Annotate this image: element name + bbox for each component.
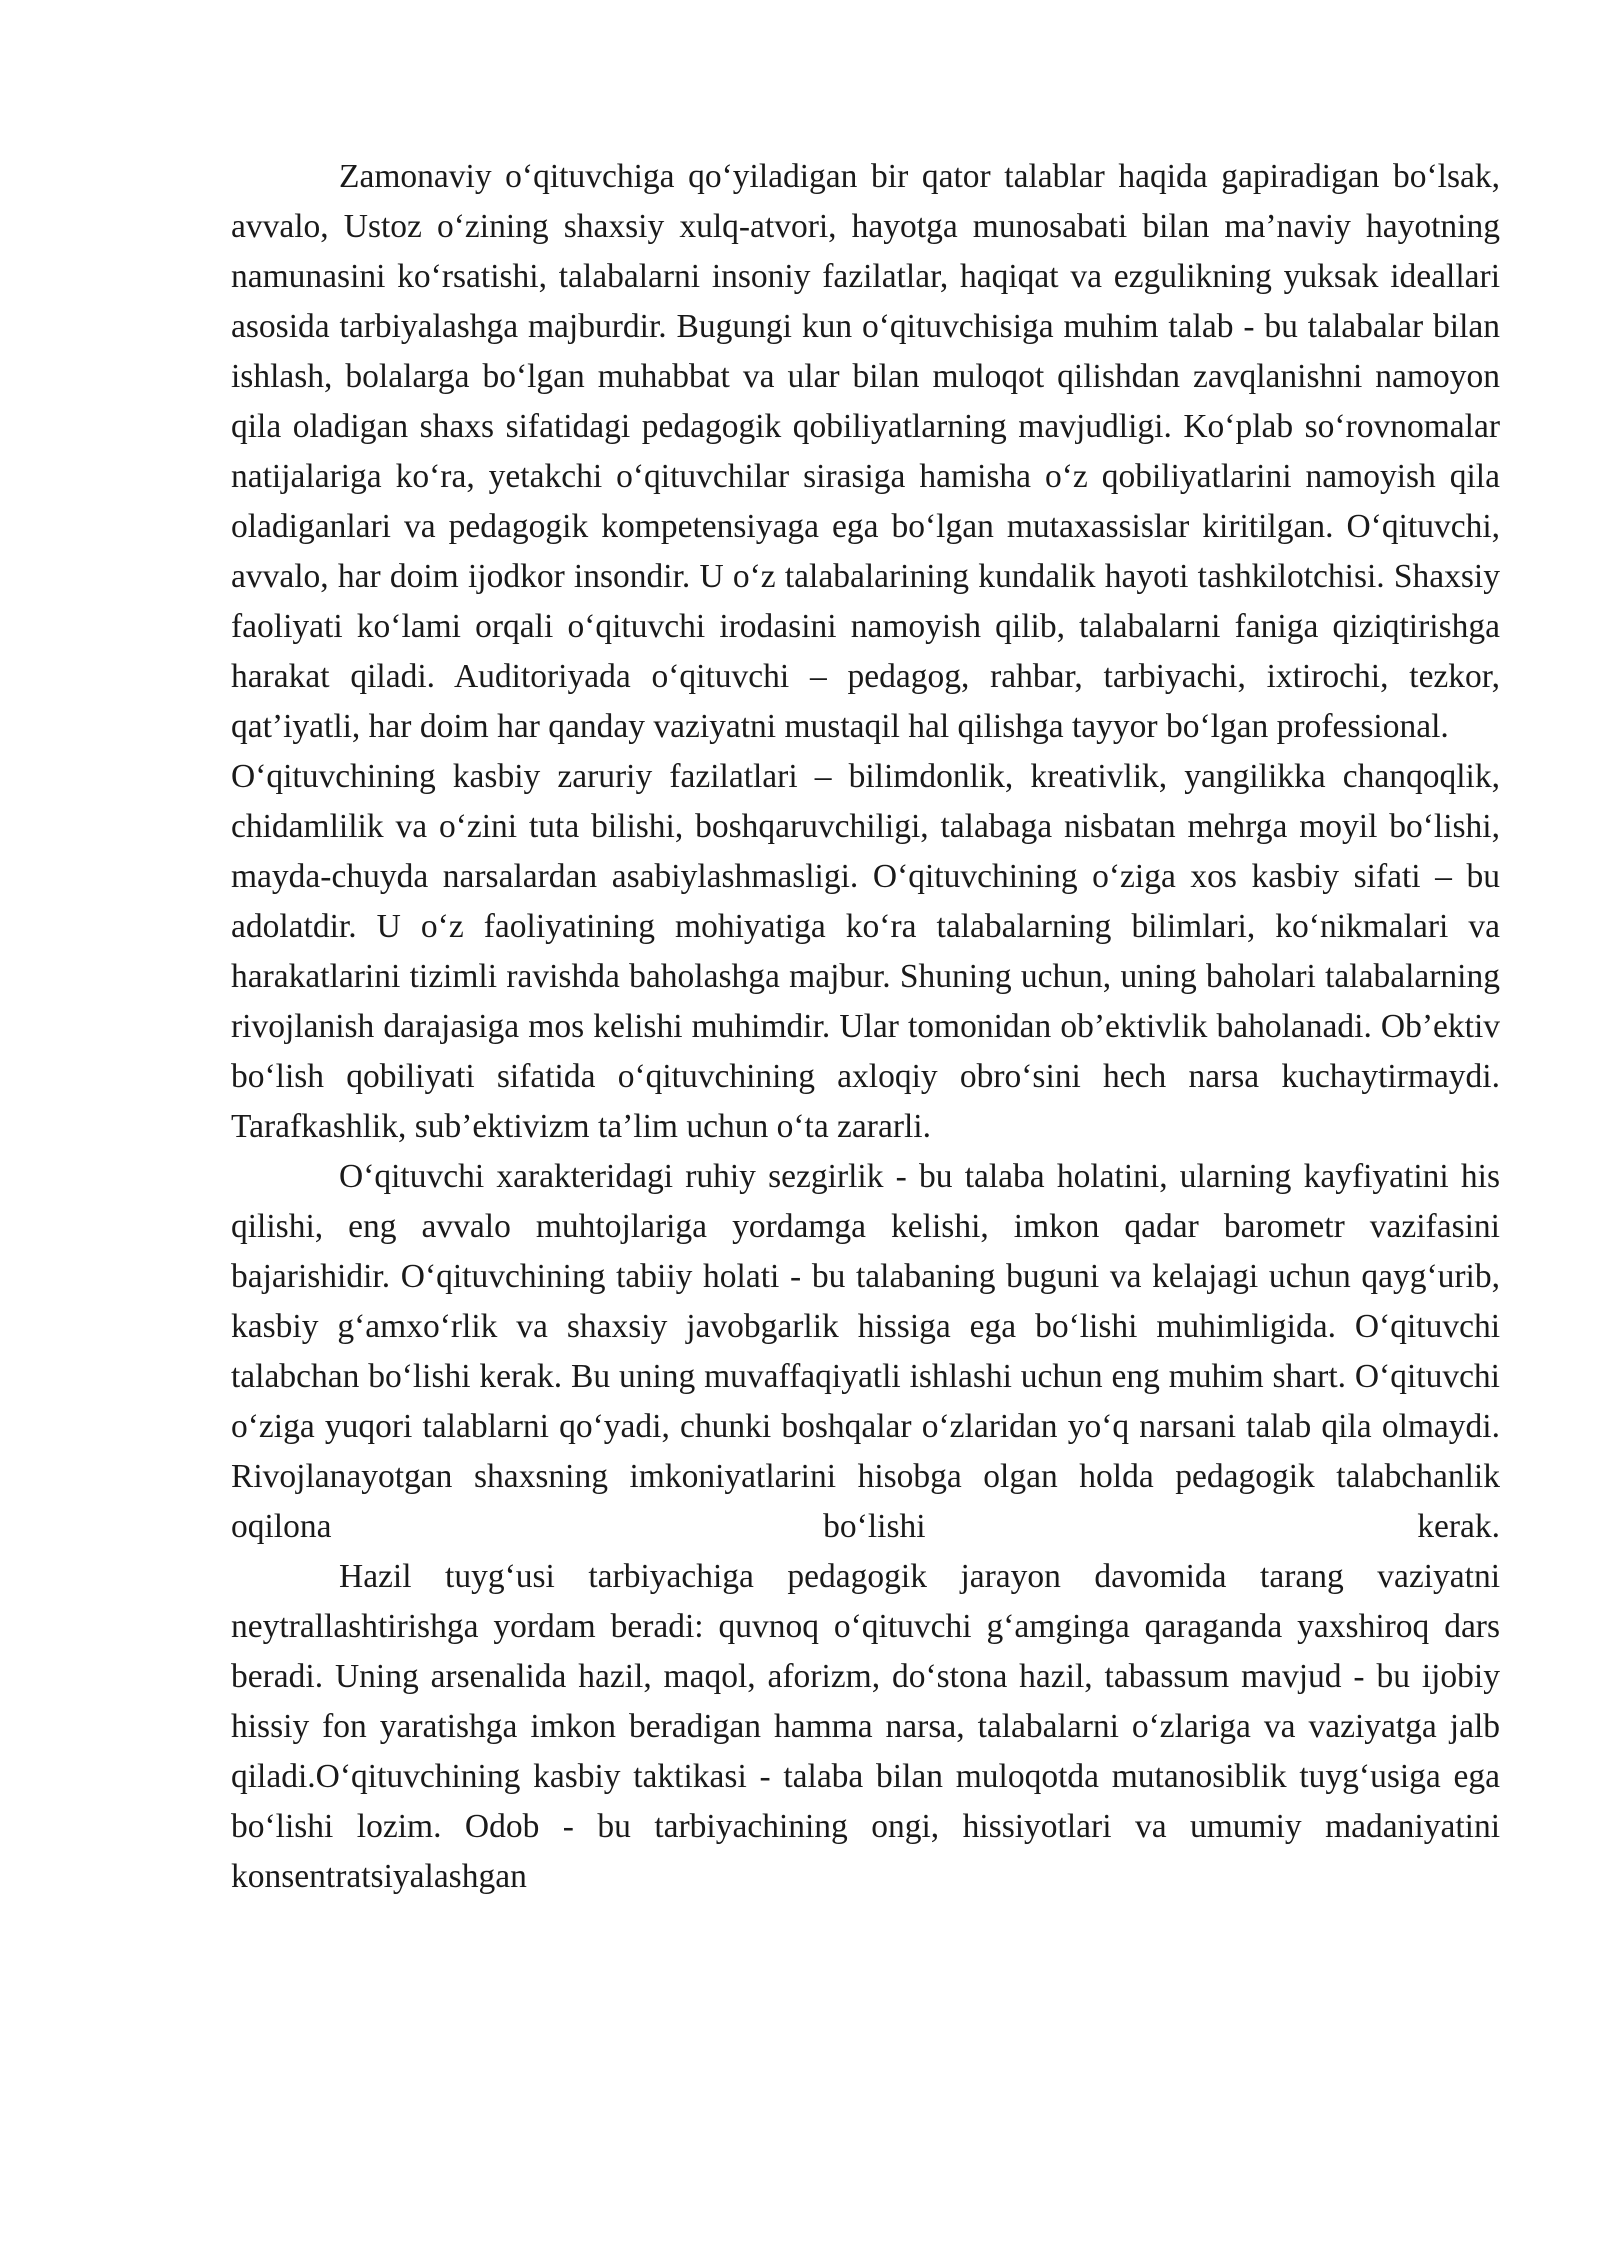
document-body <box>231 152 1500 1902</box>
paragraph-4: Hazil tuyg‘usi tarbiyachiga pedagogik jarayon davomida tarang vaziyatni neytrallashtirishga yordam beradi: quvnoq o‘qituvchi g‘amginga qaraganda yaxshiroq dars beradi. Uning arsenalida hazil, maqol, aforizm, do‘stona hazil, tabassum mavjud - bu ijobiy hissiy fon yaratishga imkon beradigan hamma narsa, talabalarni o‘zlariga va vaziyatga jalb qiladi.O‘qituvchining kasbiy taktikasi - talaba bilan muloqotda mutanosiblik tuyg‘usiga ega bo‘lishi lozim. Odob - bu tarbiyachining ongi, hissiyotlari va umumiy madaniyatini konsentratsiyalashgan <box>231 1558 1500 1895</box>
paragraph-3: O‘qituvchi xarakteridagi ruhiy sezgirlik - bu talaba holatini, ularning kayfiyatini his qilishi, eng avvalo muhtojlariga yordamga kelishi, imkon qadar barometr vazifasini bajarishidir. O‘qituvchining tabiiy holati - bu talabaning buguni va kelajagi uchun qayg‘urib, kasbiy g‘amxo‘rlik va shaxsiy javobgarlik hissiga ega bo‘lishi muhimligida. O‘qituvchi talabchan bo‘lishi kerak. Bu uning muvaffaqiyatli ishlashi uchun eng muhim shart. O‘qituvchi o‘ziga yuqori talablarni qo‘yadi, chunki boshqalar o‘zlaridan yo‘q narsani talab qila olmaydi. Rivojlanayotgan shaxsning imkoniyatlarini hisobga olgan holda pedagogik talabchanlik oqilona bo‘lishi kerak. <box>231 1158 1500 1545</box>
paragraph-2: O‘qituvchining kasbiy zaruriy fazilatlari – bilimdonlik, kreativlik, yangilikka chanqoqlik, chidamlilik va o‘zini tuta bilishi, boshqaruvchiligi, talabaga nisbatan mehrga moyil bo‘lishi, mayda-chuyda narsalardan asabiylashmasligi. O‘qituvchining o‘ziga xos kasbiy sifati – bu adolatdir. U o‘z faoliyatining mohiyatiga ko‘ra talabalarning bilimlari, ko‘nikmalari va harakatlarini tizimli ravishda baholashga majbur. Shuning uchun, uning baholari talabalarning rivojlanish darajasiga mos kelishi muhimdir. Ular tomonidan ob’ektivlik baholanadi. Ob’ektiv bo‘lish qobiliyati sifatida o‘qituvchining axloqiy obro‘sini hech narsa kuchaytirmaydi. Tarafkashlik, sub’ektivizm ta’lim uchun o‘ta zararli. <box>231 758 1500 1145</box>
paragraph-1: Zamonaviy o‘qituvchiga qo‘yiladigan bir qator talablar haqida gapiradigan bo‘lsak, avvalo, Ustoz o‘zining shaxsiy xulq-atvori, hayotga munosabati bilan ma’naviy hayotning namunasini ko‘rsatishi, talabalarni insoniy fazilatlar, haqiqat va ezgulikning yuksak ideallari asosida tarbiyalashga majburdir. Bugungi kun o‘qituvchisiga muhim talab - bu talabalar bilan ishlash, bolalarga bo‘lgan muhabbat va ular bilan muloqot qilishdan zavqlanishni namoyon qila oladigan shaxs sifatidagi pedagogik qobiliyatlarning mavjudligi. Ko‘plab so‘rovnomalar natijalariga ko‘ra, yetakchi o‘qituvchilar sirasiga hamisha o‘z qobiliyatlarini namoyish qila oladiganlari va pedagogik kompetensiyaga ega bo‘lgan mutaxassislar kiritilgan. O‘qituvchi, avvalo, har doim ijodkor insondir. U o‘z talabalarining kundalik hayoti tashkilotchisi. Shaxsiy faoliyati ko‘lami orqali o‘qituvchi irodasini namoyish qilib, talabalarni faniga qiziqtirishga harakat qiladi. Auditoriyada o‘qituvchi – pedagog, rahbar, tarbiyachi, ixtirochi, tezkor, qat’iyatli, har doim har qanday vaziyatni mustaqil hal qilishga tayyor bo‘lgan professional. <box>231 158 1500 745</box>
